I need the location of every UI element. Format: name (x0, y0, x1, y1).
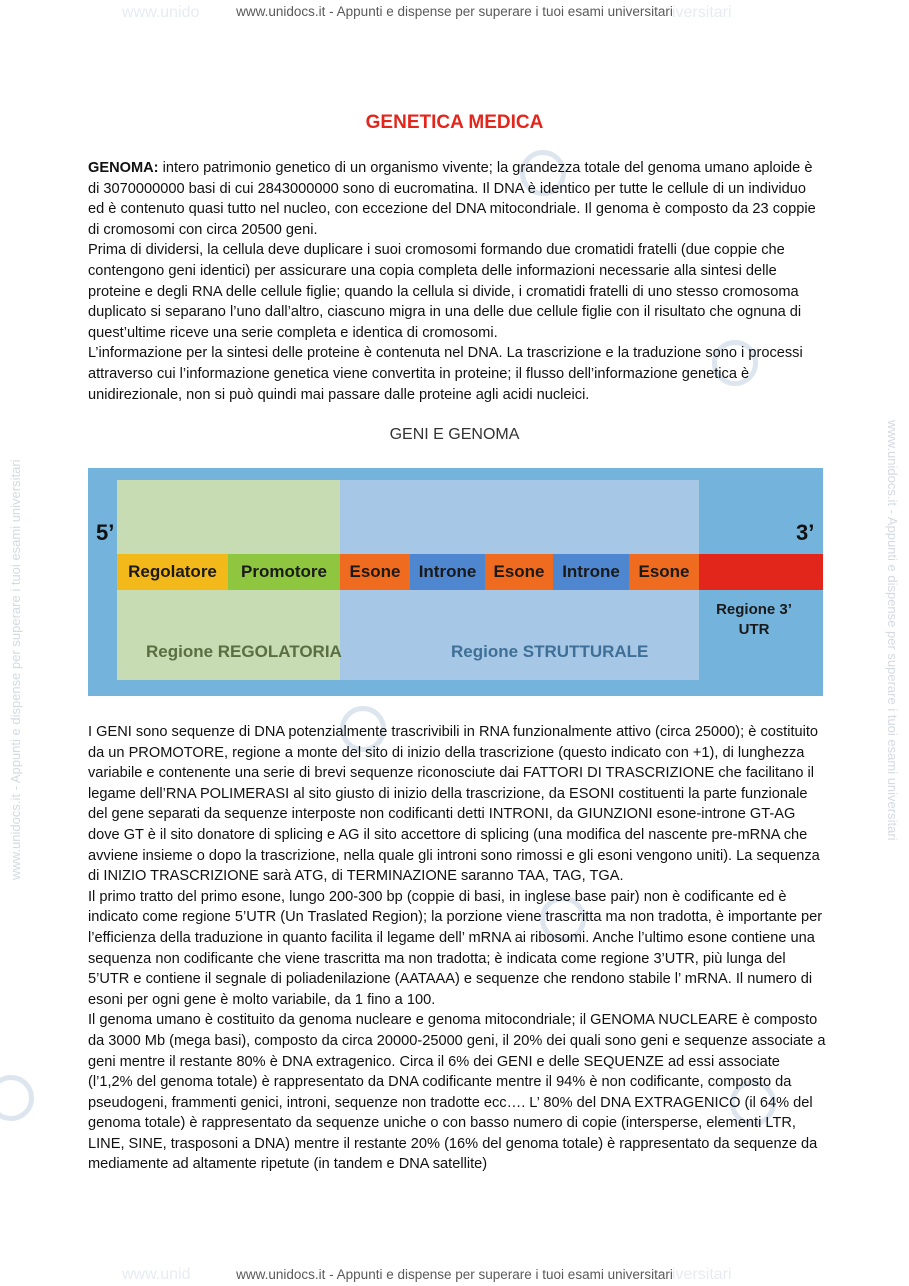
footer-watermark: www.unidocs.it - Appunti e dispense per superare i tuoi esami universitari (236, 1267, 673, 1282)
watermark-side-text: www.unidocs.it - Appunti e dispense per superare i tuoi esami universitari (885, 420, 900, 841)
genoma-term: GENOMA: (88, 160, 159, 176)
header-watermark: www.unidocs.it - Appunti e dispense per superare i tuoi esami universitari (236, 4, 673, 19)
page-title: GENETICA MEDICA (365, 112, 544, 133)
structural-region-label: Regione STRUTTURALE (451, 642, 649, 661)
utr-region-label: Regione 3’ UTR (716, 601, 792, 638)
watermark-ghost-text: iversitari (672, 4, 732, 21)
segment-esone: Esone (485, 554, 553, 590)
segment-promotore: Promotore (228, 554, 340, 590)
watermark-ghost-text: iversitari (672, 1266, 732, 1283)
three-prime-label: 3’ (796, 520, 815, 545)
segment-introne: Introne (553, 554, 629, 590)
segment-esone: Esone (340, 554, 410, 590)
body-paragraph: I GENI sono sequenze di DNA potenzialmente trascrivibili in RNA funzionalmente attivo (circa 25000); è costituito da un PROMOTORE, regione a monte del sito di inizio della trascrizione (questo indicato con +1), di lunghezza variabile e contenente una serie di brevi sequenze riconosciute dai FATTORI DI TRASCRIZIONE che facilitano il legame dell’RNA POLIMERASI al sito giusto di inizio della trascrizione, da ESONI costituenti la parte funzionale del gene separati da sequenze interposte non codificanti detti INTRONI, da GIUNZIONI esone-introne GT-AG dove GT è il sito donatore di splicing e AG il sito accettore di splicing (una modifica del nascente pre-mRNA che avviene insieme o dopo la trascrizione, nella quale gli introni sono rimossi e gli esoni vengono uniti). La sequenza di INIZIO TRASCRIZIONE sarà ATG, di TERMINAZIONE saranno TAA, TAG, TGA. (88, 724, 820, 885)
body-paragraph: Il primo tratto del primo esone, lungo 200-300 bp (coppie di basi, in inglese base pair) non è codificante ed è indicato come regione 5’UTR (Un Traslated Region); la porzione viene trascritta ma non tradotta, è importante per l’efficienza della traduzione in quanto facilita il legame dell’ mRNA ai ribosomi. Anche l’ultimo esone contiene una sequenza non codificante che viene trascritta ma non tradotta; è indicata come regione 3’UTR, più lunga del 5’UTR e contiene il segnale di poliadenilazione (AATAAA) e sequenze che rendono stabile l’ mRNA. Il numero di esoni per ogni gene è molto variabile, da 1 fino a 100. (88, 888, 823, 1008)
watermark-logo-icon (0, 1075, 34, 1121)
segment-3utr (699, 554, 823, 590)
gene-structure-diagram (88, 468, 823, 696)
intro-paragraph: GENOMA: intero patrimonio genetico di un organismo vivente; la grandezza totale del genoma umano aploide è di 3070000000 basi di cui 2843000000 sono di eucromatina. Il DNA è identico per tutte le cellule di un individuo ed è contenuto quasi tutto nel nucleo, con eccezione del DNA mitocondriale. Il genoma è composto da 23 coppie di cromosomi con circa 20500 geni. (88, 160, 816, 238)
segment-esone: Esone (629, 554, 699, 590)
intro-paragraph: L’informazione per la sintesi delle proteine è contenuta nel DNA. La trascrizione e la traduzione sono i processi attraverso cui l’informazione genetica viene convertita in proteine; il flusso dell’informazione genetica è unidirezionale, non si può quindi mai passare dalle proteine agli acidi nucleici. (88, 345, 803, 403)
five-prime-label: 5’ (96, 520, 115, 545)
intro-text (88, 158, 826, 405)
body-paragraph: Il genoma umano è costituito da genoma nucleare e genoma mitocondriale; il GENOMA NUCLEARE è composto da 3000 Mb (mega basi), composto da circa 20000-25000 geni, il 20% dei quali sono geni e sequenze associate a geni mentre il restante 80% è DNA extragenico. Circa il 6% dei GENI e delle SEQUENZE ad essi associate (l’1,2% del genoma totale) è rappresentato da DNA codificante mentre il 94% è non codificante, composto da pseudogeni, frammenti genici, introni, sequenze non tradotte ecc…. L’ 80% del DNA EXTRAGENICO (il 64% del genoma totale) è rappresentato da sequenze uniche o con basso numero di copie (intersperse, elementi LTR, LINE, SINE, trasposoni a DNA) mentre il restante 20% (16% del genoma totale) è rappresentato da sequenze da mediamente ad altamente ripetute (in tandem e DNA satellite) (88, 1012, 826, 1173)
segment-introne: Introne (410, 554, 485, 590)
segment-regolatore: Regolatore (117, 554, 228, 590)
section-subtitle: GENI E GENOMA (389, 426, 520, 443)
watermark-side-text: www.unidocs.it - Appunti e dispense per superare i tuoi esami universitari (8, 459, 23, 880)
regulatory-region-label: Regione REGOLATORIA (146, 642, 342, 661)
watermark-ghost-text: www.unid (122, 1266, 191, 1283)
watermark-ghost-text: www.unido (122, 4, 200, 21)
body-text (88, 722, 826, 1175)
intro-paragraph: Prima di dividersi, la cellula deve duplicare i suoi cromosomi formando due cromatidi fratelli (due coppie che contengono geni identici) per assicurare una copia completa delle informazioni necessarie alla sintesi delle proteine e degli RNA delle cellule figlie; quando la cellula si divide, i cromatidi fratelli di uno stesso cromosoma duplicato si separano l’uno dall’altro, ciascuno migra in una delle due cellule figlie con il risultato che ognuna di quest’ultime riceve una serie completa e identica di cromosomi. (88, 242, 802, 341)
